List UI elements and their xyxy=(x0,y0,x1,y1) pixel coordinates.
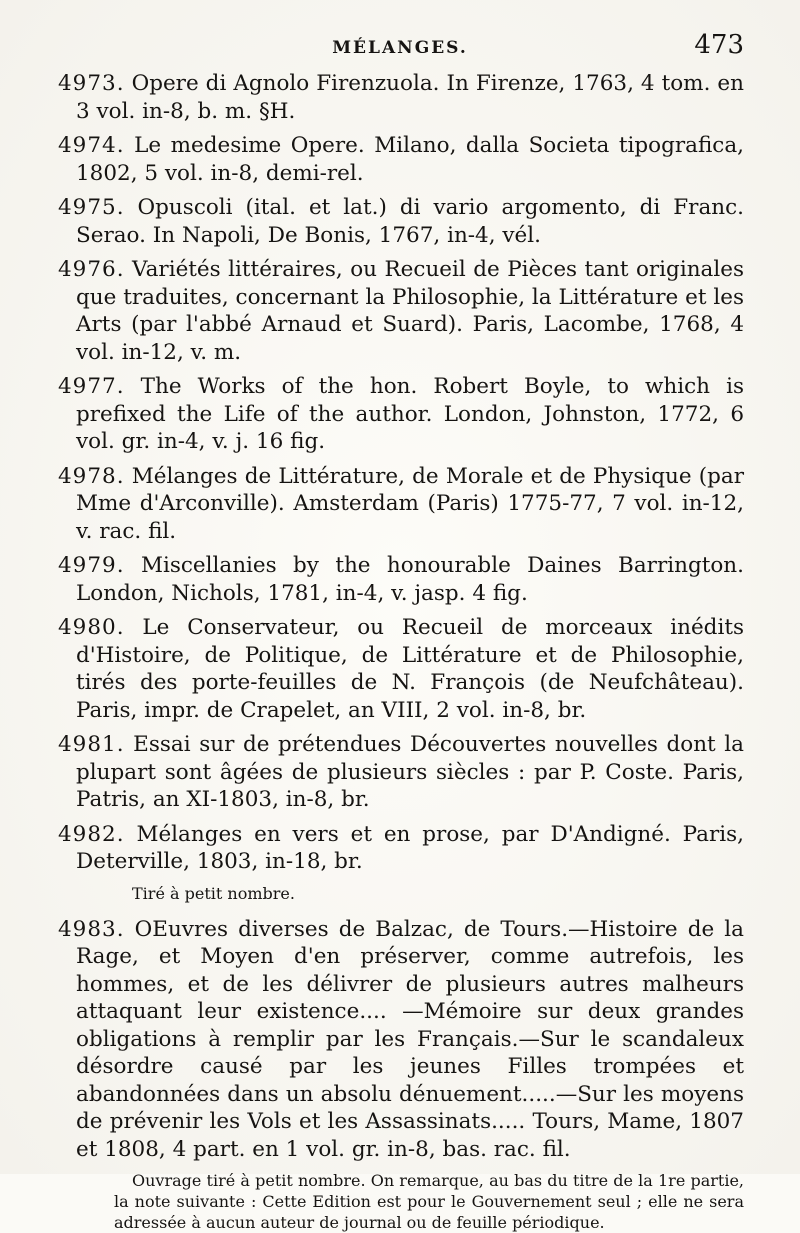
running-title: MÉLANGES. xyxy=(332,38,468,58)
catalog-entry-4980 xyxy=(58,614,744,724)
entry-number: 4982. xyxy=(58,821,125,847)
catalog-entry-4983 xyxy=(58,916,744,1164)
entry-number: 4973. xyxy=(58,71,125,96)
entry-text: Le Conservateur, ou Recueil de morceaux inédits d'Histoire, de Politique, de Littérature et de Philosophie, tirés des porte-feuilles de N. François (de Neufchâteau). Paris, impr. de Crapelet, an VIII, 2 vol. in-8, br. xyxy=(76,615,744,723)
entry-note: Ouvrage tiré à petit nombre. On remarque, au bas du titre de la 1re partie, la note suivante : Cette Edition est pour le Gouvernement seul ; elle ne sera adressée à aucun auteur de journal ou de feuille périodique. xyxy=(114,1171,744,1232)
page-number: 473 xyxy=(694,30,744,60)
entry-text: Variétés littéraires, ou Recueil de Pièces tant originales que traduites, concernant la Philosophie, la Littérature et les Arts (par l'abbé Arnaud et Suard). Paris, Lacombe, 1768, 4 vol. in-12, v. m. xyxy=(76,257,744,365)
entry-number: 4978. xyxy=(58,463,125,489)
entry-number: 4977. xyxy=(58,374,125,399)
catalog-entry-4975 xyxy=(58,194,744,249)
catalog-entry-4982 xyxy=(58,821,744,876)
running-head xyxy=(56,30,744,70)
entry-number: 4981. xyxy=(58,732,125,757)
entry-text: Mélanges en vers et en prose, par D'Andigné. Paris, Deterville, 1803, in-18, br. xyxy=(76,821,744,874)
catalog-entry-4979 xyxy=(58,552,744,607)
entry-text: The Works of the hon. Robert Boyle, to which is prefixed the Life of the author. London, Johnston, 1772, 6 vol. gr. in-4, v. j. 16 fig. xyxy=(76,374,745,454)
catalog-entry-4976 xyxy=(58,256,744,366)
entry-number: 4983. xyxy=(58,916,125,942)
entry-text: Miscellanies by the honourable Daines Barrington. London, Nichols, 1781, in-4, v. jasp. 4 fig. xyxy=(76,553,744,606)
catalog-entry-4973 xyxy=(58,70,744,125)
entry-number: 4979. xyxy=(58,553,125,578)
catalog-entry-4977 xyxy=(58,373,745,456)
entry-text: Mélanges de Littérature, de Morale et de Physique (par Mme d'Arconville). Amsterdam (Paris) 1775-77, 7 vol. in-12, v. rac. fil. xyxy=(76,463,744,544)
catalog-entry-4981 xyxy=(58,731,744,814)
entry-text: Opuscoli (ital. et lat.) di vario argomento, di Franc. Serao. In Napoli, De Bonis, 1767, in-4, vél. xyxy=(76,195,744,248)
entry-number: 4975. xyxy=(58,195,125,220)
entry-number: 4976. xyxy=(58,257,125,282)
entry-number: 4974. xyxy=(58,133,125,158)
entry-text: Essai sur de prétendues Découvertes nouvelles dont la plupart sont âgées de plusieurs siècles : par P. Coste. Paris, Patris, an XI-1803, in-8, br. xyxy=(76,732,744,812)
entry-number: 4980. xyxy=(58,615,125,640)
catalog-entry-4974 xyxy=(58,132,744,187)
entry-text: Le medesime Opere. Milano, dalla Societa tipografica, 1802, 5 vol. in-8, demi-rel. xyxy=(76,133,744,186)
entry-text: Opere di Agnolo Firenzuola. In Firenze, 1763, 4 tom. en 3 vol. in-8, b. m. §H. xyxy=(76,71,744,124)
entry-text: OEuvres diverses de Balzac, de Tours.—Histoire de la Rage, et Moyen d'en préserver, comme autrefois, les hommes, et de les délivrer de plusieurs autres malheurs attaquant leur existence.... —Mémoire sur deux grandes obligations à remplir par les Français.—Sur le scandaleux désordre causé par les jeunes Filles trompées et abandonnées dans un absolu dénuement.....—Sur les moyens de prévenir les Vols et les Assassinats..... Tours, Mame, 1807 et 1808, 4 part. en 1 vol. gr. in-8, bas. rac. fil. xyxy=(76,916,744,1162)
entry-note: Tiré à petit nombre. xyxy=(132,883,295,903)
catalog-entry-4978 xyxy=(58,463,744,546)
